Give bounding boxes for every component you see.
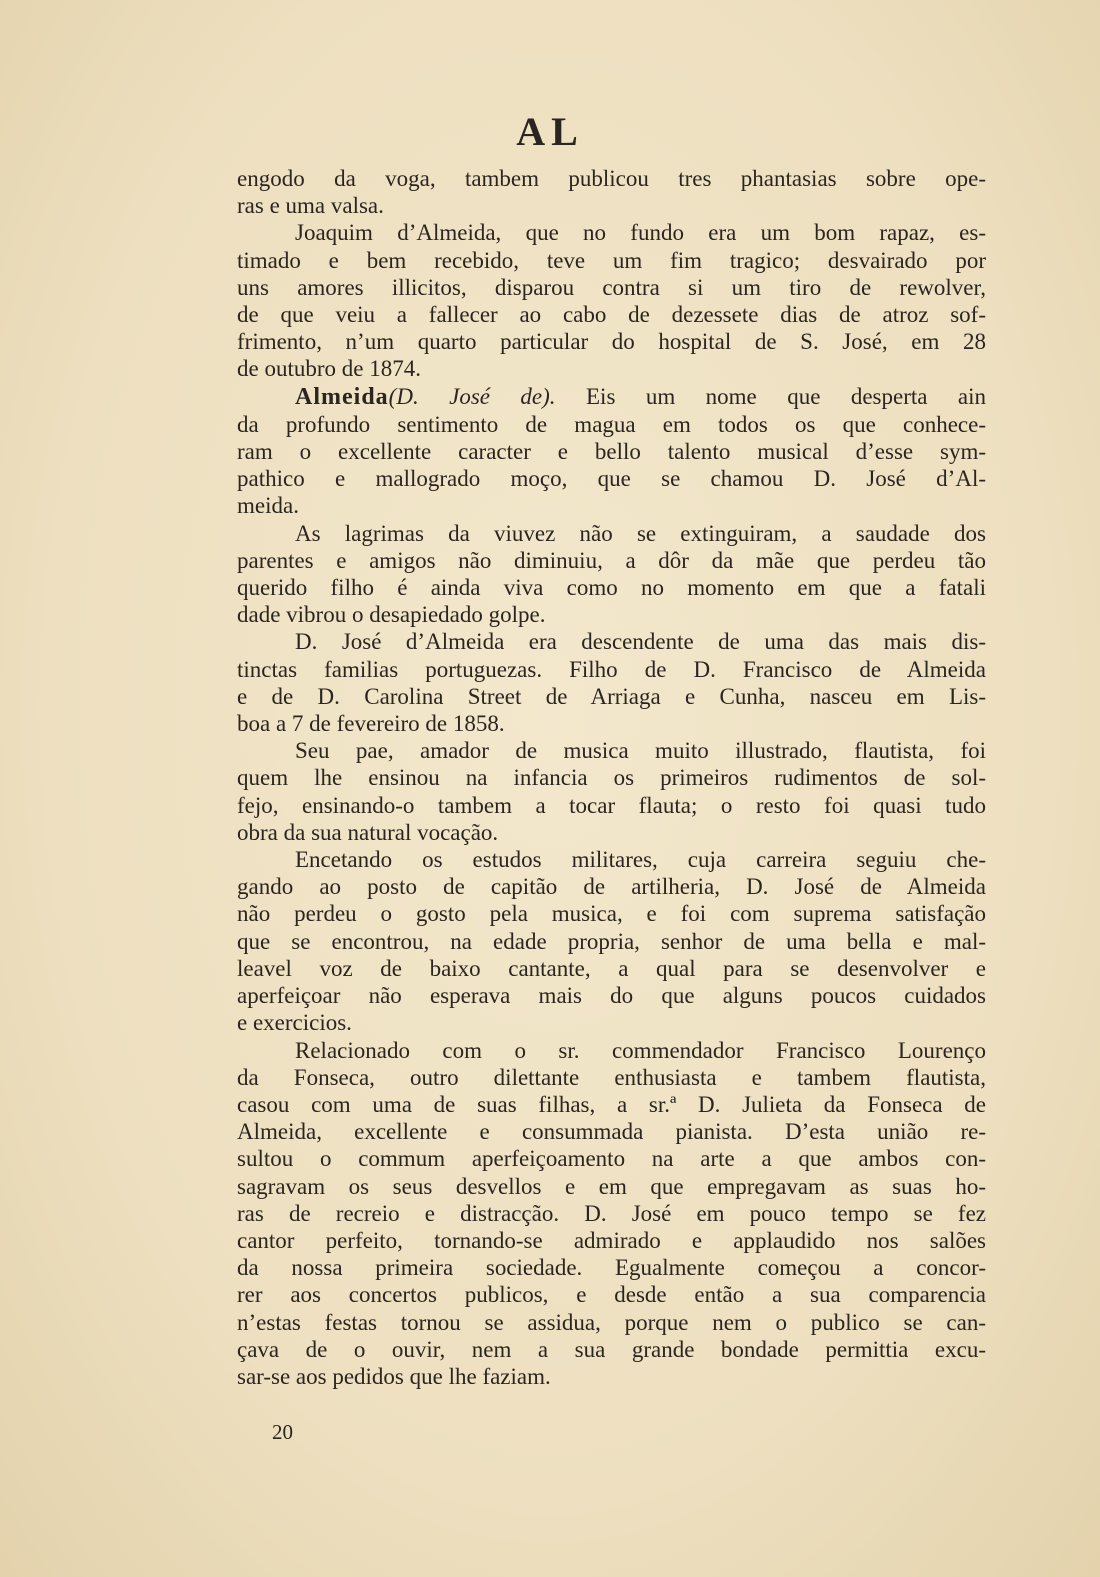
text-line: casou com uma de suas filhas, a sr.ª D. Julieta da Fonseca de — [237, 1091, 986, 1117]
text-line: de que veiu a fallecer ao cabo de dezessete dias de atroz sof- — [237, 302, 986, 328]
text-line — [237, 383, 986, 411]
text-line: Encetando os estudos militares, cuja carreira seguiu che- — [295, 847, 986, 873]
text-line: aperfeiçoar não esperava mais do que alguns poucos cuidados — [237, 983, 986, 1009]
text-line: boa a 7 de fevereiro de 1858. — [237, 711, 505, 737]
text-line: meida. — [237, 493, 299, 519]
text-line: e exercicios. — [237, 1010, 352, 1036]
text-line: rer aos concertos publicos, e desde então a sua comparencia — [237, 1282, 986, 1308]
text-line: engodo da voga, tambem publicou tres phantasias sobre ope- — [237, 166, 986, 191]
text-line: sagravam os seus desvellos e em que empregavam as suas ho- — [237, 1173, 986, 1199]
text-line: n’estas festas tornou se assidua, porque nem o publico se can- — [237, 1309, 986, 1335]
text-line: não perdeu o gosto pela musica, e foi com suprema satisfação — [237, 901, 986, 927]
text-line: leavel voz de baixo cantante, a qual para se desenvolver e — [237, 955, 986, 981]
text-line: da Fonseca, outro dilettante enthusiasta e tambem flautista, — [237, 1064, 986, 1090]
text-line: Seu pae, amador de musica muito illustrado, flautista, foi — [295, 738, 986, 764]
text-line: obra da sua natural vocação. — [237, 819, 499, 845]
text-line: da profundo sentimento de magua em todos os que conhece- — [237, 411, 986, 437]
text-line: gando ao posto de capitão de artilheria, D. José de Almeida — [237, 874, 986, 900]
text-line: que se encontrou, na edade propria, senhor de uma bella e mal- — [237, 928, 986, 954]
text-line: Joaquim d’Almeida, que no fundo era um bom rapaz, es- — [295, 220, 986, 246]
text-line: timado e bem recebido, teve um fim tragico; desvairado por — [237, 247, 986, 273]
text-line: ras e uma valsa. — [237, 193, 384, 219]
text-line: pathico e mallogrado moço, que se chamou D. José d’Al- — [237, 466, 986, 492]
text-line: parentes e amigos não diminuiu, a dôr da mãe que perdeu tão — [237, 547, 986, 573]
text-line: Almeida, excellente e consummada pianista. D’esta união re- — [237, 1119, 986, 1145]
running-head: AL — [516, 109, 584, 154]
entry-name: Almeida — [295, 383, 389, 410]
text-line: e de D. Carolina Street de Arriaga e Cunha, nasceu em Lis- — [237, 683, 986, 709]
text-line: As lagrimas da viuvez não se extinguiram, a saudade dos — [295, 520, 986, 546]
text-line: sultou o commum aperfeiçoamento na arte a que ambos con- — [237, 1146, 986, 1172]
body-text — [237, 165, 986, 1390]
text-line: frimento, n’um quarto particular do hospital de S. José, em 28 — [237, 329, 986, 355]
text-line: Relacionado com o sr. commendador Francisco Lourenço — [295, 1037, 986, 1063]
text-line: çava de o ouvir, nem a sua grande bondade permittia excu- — [237, 1336, 986, 1362]
text-line: da nossa primeira sociedade. Egualmente começou a concor- — [237, 1255, 986, 1281]
text-line: ras de recreio e distracção. D. José em pouco tempo se fez — [237, 1200, 986, 1226]
text-line: fejo, ensinando-o tambem a tocar flauta; o resto foi quasi tudo — [237, 792, 986, 818]
text-line: dade vibrou o desapiedado golpe. — [237, 602, 546, 628]
page-number: 20 — [272, 1420, 293, 1444]
text-line: tinctas familias portuguezas. Filho de D. Francisco de Almeida — [237, 656, 986, 682]
entry-text: Eis um nome que desperta ain — [555, 383, 986, 409]
text-line: ram o excellente caracter e bello talento musical d’esse sym- — [237, 439, 986, 465]
entry-qualifier: (D. José de). — [388, 383, 556, 409]
text-line: querido filho é ainda viva como no momento em que a fatali — [237, 575, 986, 601]
text-line: quem lhe ensinou na infancia os primeiros rudimentos de sol- — [237, 765, 986, 791]
text-line: D. José d’Almeida era descendente de uma das mais dis- — [295, 629, 986, 655]
text-line: de outubro de 1874. — [237, 356, 421, 382]
text-line: sar-se aos pedidos que lhe faziam. — [237, 1363, 551, 1389]
text-line: uns amores illicitos, disparou contra si um tiro de rewolver, — [237, 274, 986, 300]
text-line: cantor perfeito, tornando-se admirado e applaudido nos salões — [237, 1227, 986, 1253]
